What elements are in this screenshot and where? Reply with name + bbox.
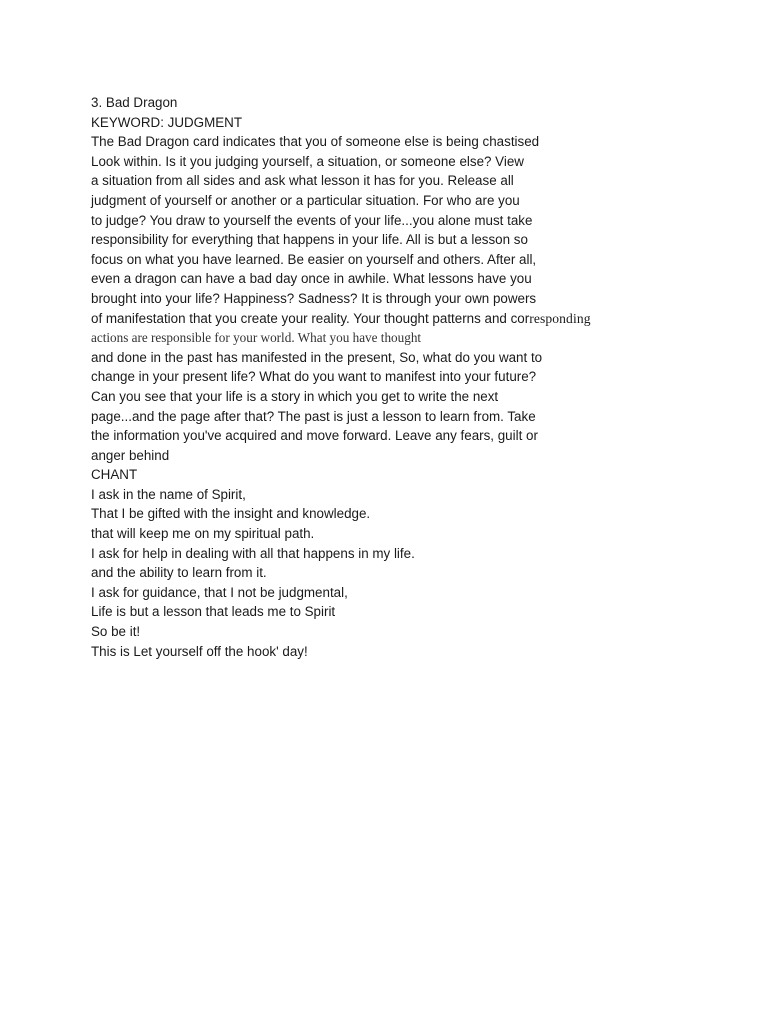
chant-line: I ask for guidance, that I not be judgmental,: [91, 584, 348, 600]
chant-heading: CHANT: [91, 467, 138, 483]
chant-line: Life is but a lesson that leads me to Spirit: [91, 604, 336, 620]
body-line: the information you've acquired and move forward. Leave any fears, guilt or: [91, 428, 538, 444]
mixed-line-sans-part: of manifestation that you create your reality. Your thought patterns and cor: [91, 310, 530, 326]
body-line: page...and the page after that? The past is just a lesson to learn from. Take: [91, 408, 536, 424]
body-line: responsibility for everything that happens in your life. All is but a lesson so: [91, 232, 528, 248]
body-line: brought into your life? Happiness? Sadness? It is through your own powers: [91, 290, 537, 306]
body-line: focus on what you have learned. Be easier on yourself and others. After all,: [91, 251, 537, 267]
body-line: Look within. Is it you judging yourself, a situation, or someone else? View: [91, 153, 524, 169]
mixed-line-serif-part: responding: [529, 310, 591, 326]
chant-line: This is Let yourself off the hook' day!: [91, 643, 308, 659]
body-line: Can you see that your life is a story in which you get to write the next: [91, 388, 499, 404]
body-line: and done in the past has manifested in the present, So, what do you want to: [91, 349, 543, 365]
document-body: [91, 93, 691, 661]
keyword-line: KEYWORD: JUDGMENT: [91, 114, 243, 130]
body-line: The Bad Dragon card indicates that you of someone else is being chastised: [91, 134, 540, 150]
body-line: judgment of yourself or another or a particular situation. For who are you: [91, 192, 520, 208]
chant-line: That I be gifted with the insight and knowledge.: [91, 506, 371, 522]
body-line: to judge? You draw to yourself the events of your life...you alone must take: [91, 212, 533, 228]
chant-line: and the ability to learn from it.: [91, 565, 267, 581]
document-title: 3. Bad Dragon: [91, 95, 178, 110]
mixed-font-line: [91, 309, 691, 329]
body-line: change in your present life? What do you want to manifest into your future?: [91, 369, 537, 385]
chant-line: that will keep me on my spiritual path.: [91, 526, 315, 542]
chant-line: I ask in the name of Spirit,: [91, 486, 246, 502]
body-line: a situation from all sides and ask what lesson it has for you. Release all: [91, 173, 514, 189]
body-line: even a dragon can have a bad day once in awhile. What lessons have you: [91, 271, 532, 287]
chant-line: I ask for help in dealing with all that happens in my life.: [91, 545, 415, 561]
body-line: anger behind: [91, 447, 170, 463]
chant-line: So be it!: [91, 624, 141, 640]
serif-body-line: actions are responsible for your world. What you have thought: [91, 330, 422, 346]
